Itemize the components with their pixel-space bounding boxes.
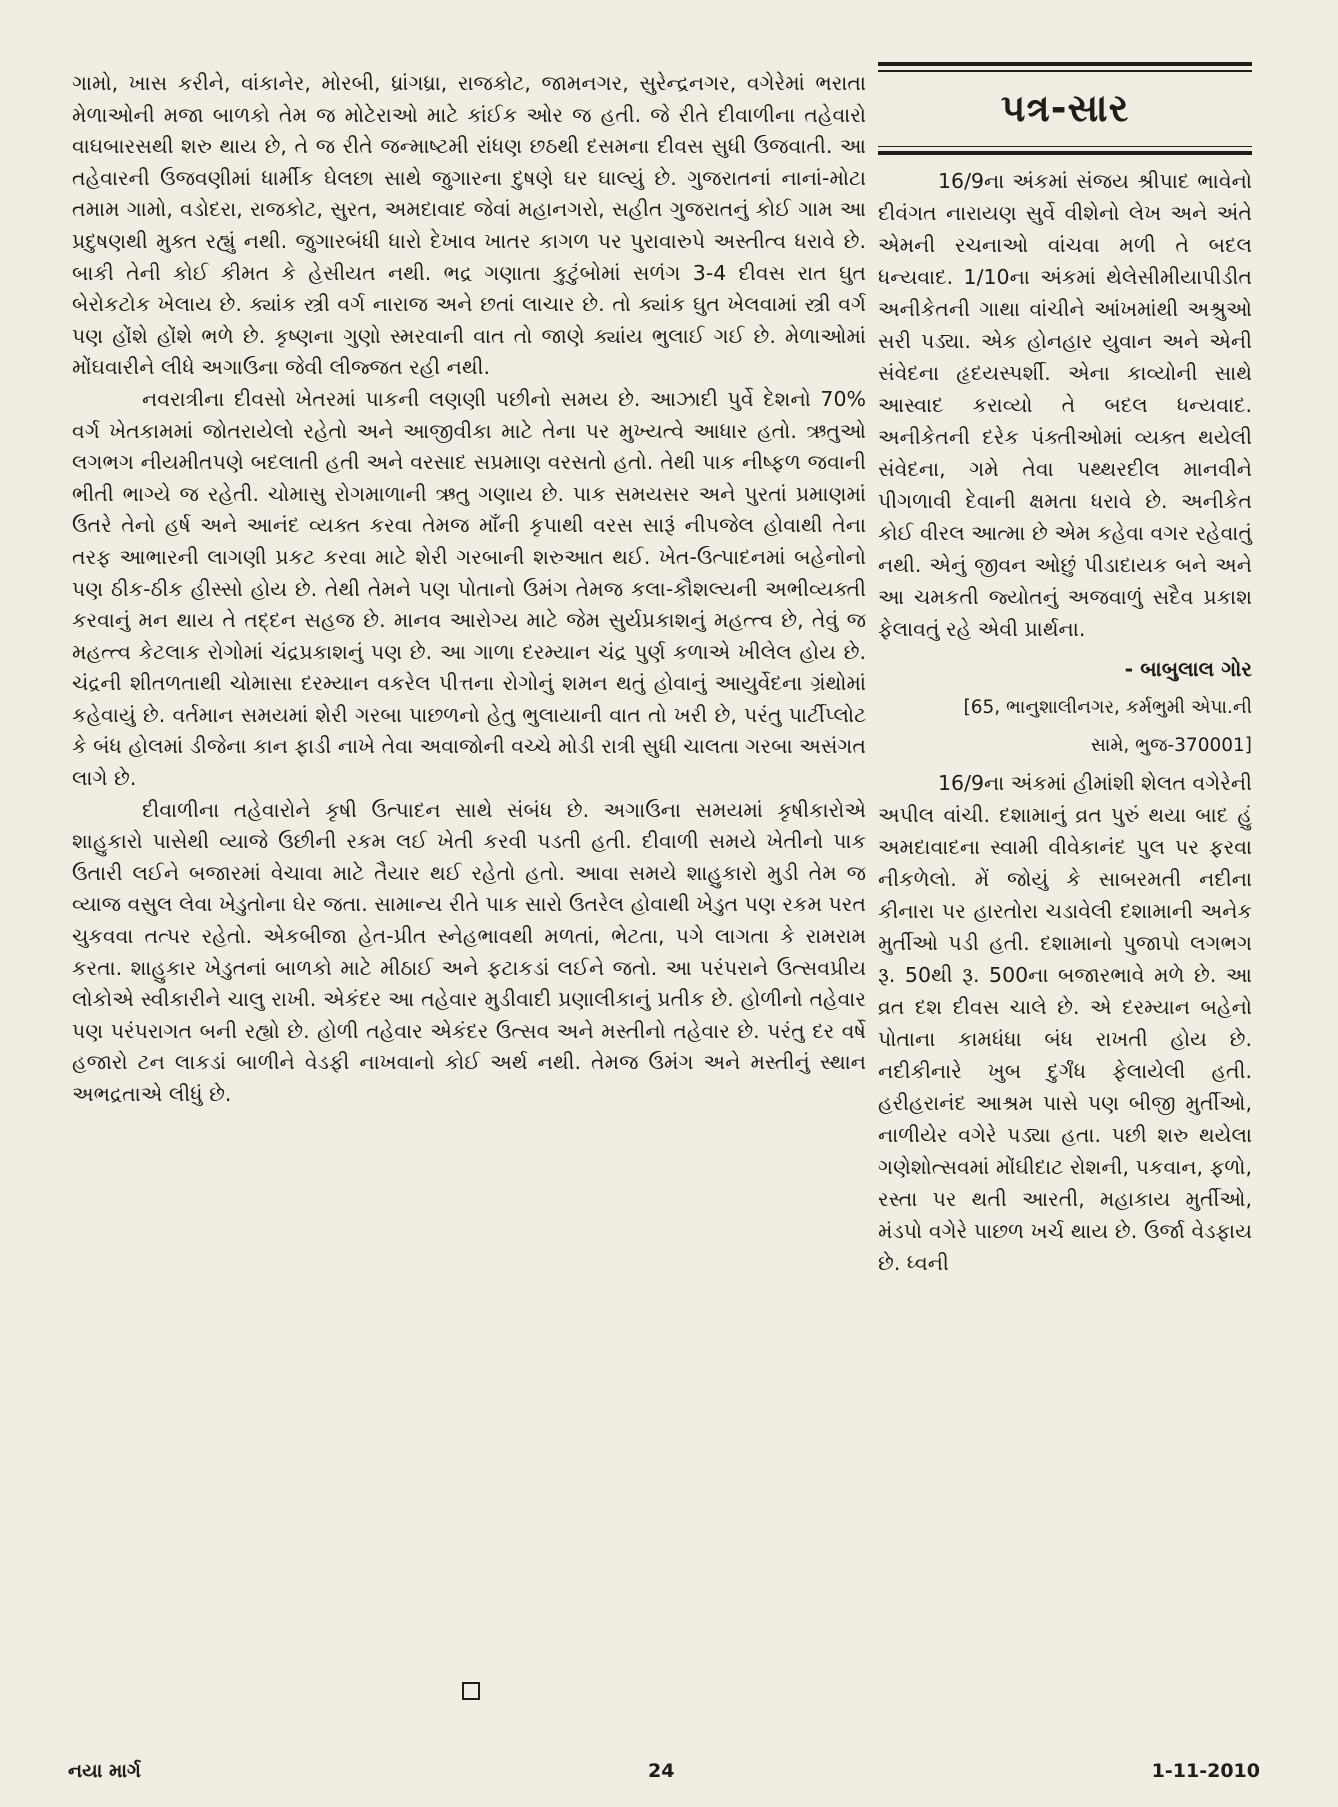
- footer-publication-name: નયા માર્ગ: [68, 1760, 141, 1782]
- letter-1-address-line-2: સામે, ભુજ-370001]: [1090, 735, 1252, 756]
- end-of-article-box-icon: [462, 1682, 480, 1700]
- section-title: પત્ર-સાર: [1000, 85, 1130, 130]
- footer-page-number: 24: [648, 1760, 675, 1782]
- title-rule-top: [878, 62, 1252, 66]
- page-footer: [68, 1760, 1260, 1790]
- letter-1: 16/9ના અંકમાં સંજય શ્રીપાદ ભાવેનો દીવંગત નારાયણ સુર્વે વીશેનો લેખ અને અંતે એમની રચનાઓ વાંચવા મળી તે બદલ ધન્યવાદ. 1/10ના અંકમાં થેલેસીમીયાપીડીત અનીકેતની ગાથા વાંચીને આંખમાંથી અશ્રુઓ સરી પડ્યા. એક હોનહાર યુવાન અને એની સંવેદના હૃદયસ્પર્શી. એના કાવ્યોની સાથે આસ્વાદ કરાવ્યો તે બદલ ધન્યવાદ. અનીકેતની દરેક પંક્તીઓમાં વ્યક્ત થયેલી સંવેદના, ગમે તેવા પથ્થરદીલ માનવીને પીગળાવી દેવાની ક્ષમતા ધરાવે છે. અનીકેત કોઈ વીરલ આત્મા છે એમ કહેવા વગર રહેવાતું નથી. એનું જીવન ઓછું પીડાદાયક બને અને આ ચમકતી જ્યોતનું અજવાળું સદૈવ પ્રકાશ ફેલાવતું રહે એવી પ્રાર્થના.: [878, 169, 1252, 641]
- footer-date: 1-11-2010: [1151, 1760, 1260, 1782]
- title-rule-top-thin: [878, 70, 1252, 72]
- title-rule-bottom: [878, 151, 1252, 155]
- title-rule-bottom-thin: [878, 146, 1252, 148]
- letters-column: [878, 62, 1252, 1279]
- article-paragraph-1: ગામો, ખાસ કરીને, વાંકાનેર, મોરબી, ધ્રાંગધ્રા, રાજકોટ, જામનગર, સુરેન્દ્રનગર, વગેરેમાં ભરાતા મેળાઓની મજા બાળકો તેમ જ મોટેરાઓ માટે કાંઈક ઓર જ હતી. જે રીતે દીવાળીના તહેવારો વાઘબારસથી શરુ થાય છે, તે જ રીતે જન્માષ્ટમી રાંધણ છઠથી દસમના દીવસ સુધી ઉજવાતી. આ તહેવારની ઉજવણીમાં ધાર્મીક ઘેલછા સાથે જુગારના દુષણે ઘર ઘાલ્યું છે. ગુજરાતનાં નાનાં-મોટા તમામ ગામો, વડોદરા, રાજકોટ, સુરત, અમદાવાદ જેવાં મહાનગરો, સહીત ગુજરાતનું કોઈ ગામ આ પ્રદુષણથી મુક્ત રહ્યું નથી. જુગારબંધી ધારો દેખાવ ખાતર કાગળ પર પુરાવારુપે અસ્તીત્વ ધરાવે છે. બાકી તેની કોઈ કીમત કે હેસીયત નથી. ભદ્ર ગણાતા કુટુંબોમાં સળંગ 3-4 દીવસ રાત ઘુત બેરોકટોક ખેલાય છે. ક્યાંક સ્ત્રી વર્ગ નારાજ અને છતાં લાચાર છે. તો ક્યાંક ઘુત ખેલવામાં સ્ત્રી વર્ગ પણ હોંશે હોંશે ભળે છે. કૃષ્ણના ગુણો સ્મરવાની વાત તો જાણે ક્યાંય ભુલાઈ ગઈ છે. મેળાઓમાં મોંઘવારીને લીધે અગાઉના જેવી લીજ્જત રહી નથી.: [72, 71, 866, 380]
- letter-2: 16/9ના અંકમાં હીમાંશી શેલત વગેરેની અપીલ વાંચી. દશામાનું વ્રત પુરું થયા બાદ હું અમદાવાદના સ્વામી વીવેકાનંદ પુલ પર ફરવા નીકળેલો. મેં જોયું કે સાબરમતી નદીના કીનારા પર હારતોરા ચડાવેલી દશામાની અનેક મુર્તીઓ પડી હતી. દશામાનો પુજાપો લગભગ રૂ. 50થી રૂ. 500ના બજારભાવે મળે છે. આ વ્રત દશ દીવસ ચાલે છે. એ દરમ્યાન બહેનો પોતાના કામધંધા બંધ રાખતી હોય છે. નદીકીનારે ખુબ દુર્ગંધ ફેલાયેલી હતી. હરીહરાનંદ આશ્રમ પાસે પણ બીજી મુર્તીઓ, નાળીયેર વગેરે પડ્યા હતા. પછી શરુ થયેલા ગણેશોત્સવમાં મોંઘીદાટ રોશની, પકવાન, ફળો, રસ્તા પર થતી આરતી, મહાકાય મુર્તીઓ, મંડપો વગેરે પાછળ ખર્ચ થાય છે. ઉર્જા વેડફાય છે. ધ્વની: [878, 771, 1252, 1275]
- article-paragraph-3: દીવાળીના તહેવારોને કૃષી ઉત્પાદન સાથે સંબંધ છે. અગાઉના સમયમાં કૃષીકારોએ શાહુકારો પાસેથી વ્યાજે ઉછીની રકમ લઈ ખેતી કરવી પડતી હતી. દીવાળી સમયે ખેતીનો પાક ઉતારી લઈને બજારમાં વેચાવા માટે તૈયાર થઈ રહેતો હતો. આવા સમયે શાહુકારો મુડી તેમ જ વ્યાજ વસુલ લેવા ખેડુતોના ઘેર જતા. સામાન્ય રીતે પાક સારો ઉતરેલ હોવાથી ખેડુત પણ રકમ પરત ચુકવવા તત્પર રહેતો. એકબીજા હેત-પ્રીત સ્નેહભાવથી મળતાં, ભેટતા, પગે લાગતા કે રામરામ કરતા. શાહુકાર ખેડુતનાં બાળકો માટે મીઠાઈ અને ફટાકડાં લઈને જતો. આ પરંપરાને ઉત્સવપ્રીય લોકોએ સ્વીકારીને ચાલુ રાખી. એકંદર આ તહેવાર મુડીવાદી પ્રણાલીકાનું પ્રતીક છે. હોળીનો તહેવાર પણ પરંપરાગત બની રહ્યો છે. હોળી તહેવાર એકંદર ઉત્સવ અને મસ્તીનો તહેવાર છે. પરંતુ દર વર્ષે હજારો ટન લાકડાં બાળીને વેડફી નાખવાનો કોઈ અર્થ નથી. તેમજ ઉમંગ અને મસ્તીનું સ્થાન અભદ્રતાએ લીધું છે.: [72, 797, 866, 1106]
- article-body: [72, 68, 866, 1111]
- letter-1-address-line-1: [65, ભાનુશાલીનગર, કર્મભુમી એપા.ની: [963, 697, 1252, 718]
- article-paragraph-2: નવરાત્રીના દીવસો ખેતરમાં પાકની લણણી પછીનો સમય છે. આઝાદી પુર્વે દેશનો 70% વર્ગ ખેતકામમાં જોતરાયેલો રહેતો અને આજીવીકા માટે તેના પર મુખ્યત્વે આધાર હતો. ઋતુઓ લગભગ નીયમીતપણે બદલાતી હતી અને વરસાદ સપ્રમાણ વરસતો હતો. તેથી પાક નીષ્ફળ જવાની ભીતી ભાગ્યે જ રહેતી. ચોમાસુ રોગમાળાની ઋતુ ગણાય છે. પાક સમયસર અને પુરતાં પ્રમાણમાં ઉતરે તેનો હર્ષ અને આનંદ વ્યક્ત કરવા તેમજ માઁની કૃપાથી વરસ સારૂં નીપજેલ હોવાથી તેના તરફ આભારની લાગણી પ્રકટ કરવા માટે શેરી ગરબાની શરુઆત થઈ. ખેત-ઉત્પાદનમાં બહેનોનો પણ ઠીક-ઠીક હીસ્સો હોય છે. તેથી તેમને પણ પોતાનો ઉમંગ તેમજ કલા-કૌશલ્યની અભીવ્યક્તી કરવાનું મન થાય તે તદ્દન સહજ છે. માનવ આરોગ્ય માટે જેમ સુર્યપ્રકાશનું મહત્ત્વ છે, તેવું જ મહત્ત્વ કેટલાક રોગોમાં ચંદ્રપ્રકાશનું પણ છે. આ ગાળા દરમ્યાન ચંદ્ર પુર્ણ કળાએ ખીલેલ હોય છે. ચંદ્રની શીતળતાથી ચોમાસા દરમ્યાન વકરેલ પીત્તના રોગોનું શમન થતું હોવાનું આયુર્વેદના ગ્રંથોમાં કહેવાયું છે. વર્તમાન સમયમાં શેરી ગરબા પાછળનો હેતુ ભુલાયાની વાત તો ખરી છે, પરંતુ પાર્ટીપ્લોટ કે બંધ હોલમાં ડીજેના કાન ફાડી નાખે તેવા અવાજોની વચ્ચે મોડી રાત્રી સુધી ચાલતા ગરબા અસંગત લાગે છે.: [72, 386, 866, 791]
- letter-1-signature: - બાબુલાલ ગોર: [1124, 657, 1252, 681]
